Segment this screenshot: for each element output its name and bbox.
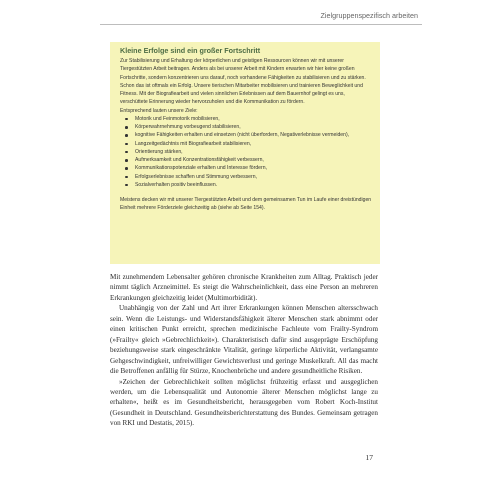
body-paragraph-3: »Zeichen der Gebrechlichkeit sollten möglichst frühzeitig erfasst und ausgeglichen werden, um die Lebensqualität und Autonomie älterer Menschen möglichst lange zu erhalten«, heißt es im Gesundheitsbericht, herausgegeben vom Robert Koch-Institut (Gesundheit in Deutschland. Gesundheitsberichterstattung des Bundes. Gemeinsam getragen von RKI und Destatis, 2015). [110, 377, 378, 428]
goals-intro: Entsprechend lauten unsere Ziele: [120, 107, 198, 114]
list-item: Erfolgserlebnisse schaffen und Stimmung verbessern, [125, 173, 372, 181]
list-item: Langzeitgedächtnis mit Biografiearbeit stabilisieren, [125, 140, 372, 148]
list-item: Sozialverhalten positiv beeinflussen. [125, 181, 372, 189]
body-text [110, 272, 378, 429]
list-item: Aufmerksamkeit und Konzentrationsfähigkeit verbessern, [125, 156, 372, 164]
header-rule [100, 24, 422, 25]
page-number: 17 [365, 453, 373, 462]
running-head: Zielgruppenspezifisch arbeiten [320, 11, 418, 20]
list-item: Kommunikationspotenziale erhalten und Interesse fördern, [125, 164, 372, 172]
info-box-title: Kleine Erfolge sind ein großer Fortschritt [120, 46, 261, 55]
info-box [110, 42, 380, 264]
goals-list [120, 115, 372, 189]
body-paragraph-2: Unabhängig von der Zahl und Art ihrer Erkrankungen können Menschen altersschwach sein. Wenn die Leistungs- und Widerstandsfähigkeit älterer Menschen stark abnimmt oder einen kritischen Punkt erreicht, sprechen medizinische Fachleute vom Frailty-Syndrom (»Frailty« gleich »Gebrechlichkeit«). Charakteristisch dafür sind ausgeprägte Erschöpfung beziehungsweise stark eingeschränkte Vitalität, geringe körperliche Aktivität, verlangsamte Gehgeschwindigkeit, unfreiwilliger Gewichtsverlust und geringe Muskelkraft. All das macht die Betroffenen anfällig für Stürze, Knochenbrüche und andere gesundheitliche Risiken. [110, 304, 378, 376]
list-item: kognitive Fähigkeiten erhalten und einsetzen (nicht überfordern, Negativerlebnisse vermeiden), [125, 131, 372, 139]
body-paragraph-1: Mit zunehmendem Lebensalter gehören chronische Krankheiten zum Alltag. Praktisch jeder nimmt täglich Arzneimittel. Es steigt die Wahrscheinlichkeit, dass eine Person an mehreren Erkrankungen gleichzeitig leidet (Multimorbidität). [110, 273, 378, 302]
list-item: Körperwahrnehmung vorbeugend stabilisieren, [125, 123, 372, 131]
list-item: Orientierung stärken, [125, 148, 372, 156]
info-box-paragraph-1: Zur Stabilisierung und Erhaltung der körperlichen und geistigen Ressourcen können wir mit unserer Tiergestützten Arbeit beitragen. Anders als bei unserer Arbeit mit Kindern erwarten wir hier keine großen Fortschritte, sondern konzentrieren uns darauf, noch vorhandene Fähigkeiten zu stabilisieren und zu stärken. Schon das ist oftmals ein Erfolg. Unsere tierischen Mitarbeiter mobilisieren und trainieren Beweglichkeit und Fitness. Mit der Biografiearbeit und vielen sinnlichen Erlebnissen auf dem Bauernhof gelingt es uns, verschüttete Erinnerung wieder hervorzuholen und die Kommunikation zu fördern. [120, 58, 366, 106]
list-item: Motorik und Feinmotorik mobilisieren, [125, 115, 372, 123]
info-box-paragraph-2: Meistens decken wir mit unserer Tiergestützten Arbeit und dem gemeinsamen Tun im Laufe einer dreistündigen Einheit mehrere Förderziele gleichzeitig ab (siehe ab Seite 154). [120, 197, 372, 212]
